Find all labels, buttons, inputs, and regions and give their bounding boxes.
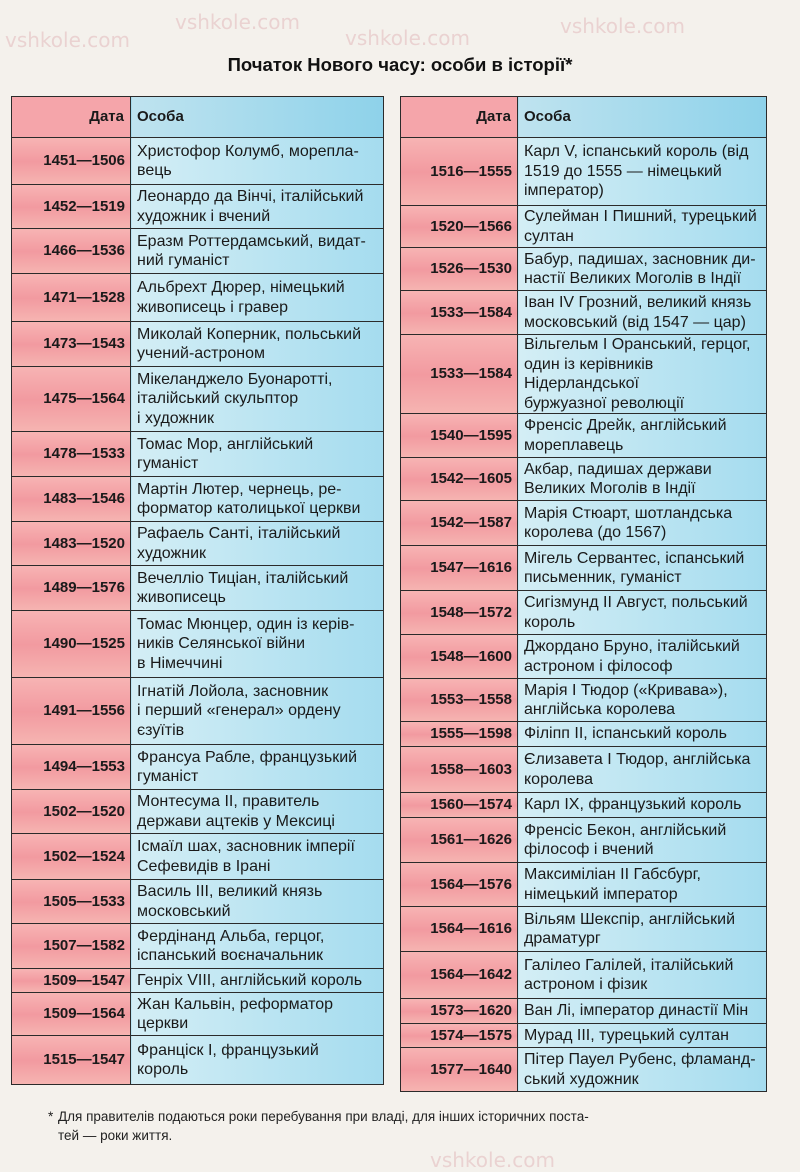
table-row bbox=[12, 1036, 384, 1085]
person-text: Марія I Тюдор («Кривава»), англійська королева bbox=[524, 681, 728, 718]
column-header-date: Дата bbox=[401, 97, 518, 138]
table-row bbox=[401, 907, 767, 952]
person-cell bbox=[131, 834, 384, 880]
person-cell bbox=[131, 566, 384, 611]
watermark: vshkole.com bbox=[560, 14, 685, 38]
person-text: Єлизавета I Тюдор, англійська королева bbox=[524, 751, 751, 788]
date-cell: 1505—1533 bbox=[12, 880, 131, 924]
person-cell bbox=[131, 790, 384, 834]
date-cell: 1483—1520 bbox=[12, 522, 131, 566]
person-cell bbox=[131, 522, 384, 566]
date-cell: 1558—1603 bbox=[401, 747, 518, 793]
date-cell: 1491—1556 bbox=[12, 678, 131, 745]
date-cell: 1478—1533 bbox=[12, 432, 131, 477]
watermark: vshkole.com bbox=[5, 28, 130, 52]
person-text: Френсіс Дрейк, англійський мореплавець bbox=[524, 417, 727, 454]
person-cell bbox=[518, 248, 767, 291]
person-cell bbox=[131, 432, 384, 477]
person-cell bbox=[518, 206, 767, 248]
footnote bbox=[48, 1107, 778, 1145]
table-header-row bbox=[12, 97, 384, 138]
table-body-left bbox=[12, 138, 384, 1085]
person-cell bbox=[131, 611, 384, 678]
date-cell: 1473—1543 bbox=[12, 322, 131, 367]
person-text: Вечелліо Тиціан, італійський живописець bbox=[137, 569, 349, 606]
date-cell: 1490—1525 bbox=[12, 611, 131, 678]
person-text: Еразм Роттердамський, видат- ний гуманіст bbox=[137, 232, 366, 269]
table-row bbox=[12, 274, 384, 322]
person-text: Джордано Бруно, італійський астроном і філософ bbox=[524, 638, 740, 675]
persons-table-left bbox=[11, 96, 384, 1085]
person-cell bbox=[131, 678, 384, 745]
table-row bbox=[401, 818, 767, 863]
person-cell bbox=[131, 322, 384, 367]
table-row bbox=[12, 522, 384, 566]
person-cell bbox=[518, 458, 767, 501]
person-cell bbox=[131, 1036, 384, 1085]
table-row bbox=[12, 138, 384, 185]
watermark: vshkole.com bbox=[175, 10, 300, 34]
person-text: Леонардо да Вінчі, італійський художник і вчений bbox=[137, 188, 364, 225]
person-text: Ван Лі, імператор династії Мін bbox=[524, 1002, 749, 1020]
table-row bbox=[12, 566, 384, 611]
person-text: Христофор Колумб, морепла- вець bbox=[137, 142, 359, 179]
table-row bbox=[401, 793, 767, 818]
person-text: Рафаель Санті, італійський художник bbox=[137, 525, 341, 562]
persons-table-right bbox=[400, 96, 767, 1092]
date-cell: 1475—1564 bbox=[12, 367, 131, 432]
person-text: Альбрехт Дюрер, німецький живописець і гравер bbox=[137, 279, 345, 316]
person-text: Карл IX, французький король bbox=[524, 796, 742, 814]
table-row bbox=[401, 248, 767, 291]
table-row bbox=[401, 591, 767, 635]
table-row bbox=[12, 969, 384, 993]
date-cell: 1526—1530 bbox=[401, 248, 518, 291]
person-text: Франціск I, французький король bbox=[137, 1041, 319, 1078]
person-cell bbox=[518, 501, 767, 546]
person-cell bbox=[518, 999, 767, 1024]
table-row bbox=[401, 747, 767, 793]
date-cell: 1502—1524 bbox=[12, 834, 131, 880]
table-row bbox=[12, 432, 384, 477]
person-text: Франсуа Рабле, французький гуманіст bbox=[137, 748, 358, 785]
date-cell: 1483—1546 bbox=[12, 477, 131, 522]
person-text: Сулейман I Пишний, турецький султан bbox=[524, 208, 757, 245]
person-cell bbox=[518, 952, 767, 999]
person-cell bbox=[131, 138, 384, 185]
table-row bbox=[401, 458, 767, 501]
date-cell: 1509—1547 bbox=[12, 969, 131, 993]
date-cell: 1548—1572 bbox=[401, 591, 518, 635]
date-cell: 1561—1626 bbox=[401, 818, 518, 863]
table-row bbox=[401, 138, 767, 206]
watermark: vshkole.com bbox=[430, 1148, 555, 1172]
table-row bbox=[12, 185, 384, 229]
column-header-date: Дата bbox=[12, 97, 131, 138]
person-text: Галілео Галілей, італійський астроном і фізик bbox=[524, 956, 734, 993]
person-text: Акбар, падишах держави Великих Моголів в Індії bbox=[524, 460, 712, 497]
person-text: Вільям Шекспір, англійський драматург bbox=[524, 910, 736, 947]
date-cell: 1520—1566 bbox=[401, 206, 518, 248]
person-cell bbox=[518, 291, 767, 335]
footnote-mark: * bbox=[48, 1109, 54, 1124]
date-cell: 1560—1574 bbox=[401, 793, 518, 818]
person-cell bbox=[131, 880, 384, 924]
person-text: Вільгельм I Оранський, герцог, один із керівників Нідерландської буржуазної революції bbox=[524, 336, 751, 412]
person-cell bbox=[518, 722, 767, 747]
person-cell bbox=[131, 969, 384, 993]
table-row bbox=[401, 722, 767, 747]
person-text: Іван IV Грозний, великий князь московський (від 1547 — цар) bbox=[524, 294, 752, 331]
date-cell: 1466—1536 bbox=[12, 229, 131, 274]
person-cell bbox=[518, 591, 767, 635]
person-cell bbox=[518, 635, 767, 679]
person-text: Ігнатій Лойола, засновник і перший «генерал» ордену єзуїтів bbox=[137, 682, 341, 739]
person-text: Жан Кальвін, реформатор церкви bbox=[137, 995, 334, 1032]
date-cell: 1577—1640 bbox=[401, 1048, 518, 1092]
table-row bbox=[401, 291, 767, 335]
person-cell bbox=[131, 367, 384, 432]
date-cell: 1555—1598 bbox=[401, 722, 518, 747]
date-cell: 1573—1620 bbox=[401, 999, 518, 1024]
table-row bbox=[401, 999, 767, 1024]
person-text: Василь III, великий князь московський bbox=[137, 883, 323, 920]
table-row bbox=[12, 678, 384, 745]
table-row bbox=[401, 206, 767, 248]
table-row bbox=[12, 229, 384, 274]
column-header-person: Особа bbox=[131, 97, 384, 138]
table-row bbox=[401, 501, 767, 546]
date-cell: 1507—1582 bbox=[12, 924, 131, 969]
date-cell: 1564—1616 bbox=[401, 907, 518, 952]
person-cell bbox=[131, 477, 384, 522]
table-row bbox=[12, 834, 384, 880]
date-cell: 1516—1555 bbox=[401, 138, 518, 206]
person-cell bbox=[518, 414, 767, 458]
table-header-row bbox=[401, 97, 767, 138]
table-row bbox=[401, 952, 767, 999]
date-cell: 1494—1553 bbox=[12, 745, 131, 790]
table-row bbox=[12, 367, 384, 432]
person-cell bbox=[518, 138, 767, 206]
date-cell: 1542—1587 bbox=[401, 501, 518, 546]
person-text: Мурад III, турецький султан bbox=[524, 1026, 729, 1044]
person-text: Мігель Сервантес, іспанський письменник, гуманіст bbox=[524, 549, 745, 586]
date-cell: 1515—1547 bbox=[12, 1036, 131, 1085]
person-text: Миколай Коперник, польський учений-астроном bbox=[137, 325, 362, 362]
person-text: Максиміліан II Габсбург, німецький імператор bbox=[524, 866, 701, 903]
date-cell: 1452—1519 bbox=[12, 185, 131, 229]
date-cell: 1574—1575 bbox=[401, 1024, 518, 1048]
person-text: Томас Мюнцер, один із керів- ників Селянської війни в Німеччині bbox=[137, 615, 355, 672]
person-cell bbox=[518, 818, 767, 863]
table-row bbox=[12, 993, 384, 1036]
date-cell: 1542—1605 bbox=[401, 458, 518, 501]
date-cell: 1564—1576 bbox=[401, 863, 518, 907]
person-text: Пітер Пауел Рубенс, фламанд- ський художник bbox=[524, 1051, 756, 1088]
person-cell bbox=[131, 993, 384, 1036]
table-row bbox=[12, 790, 384, 834]
person-text: Фердінанд Альба, герцог, іспанський воєначальник bbox=[137, 927, 325, 964]
person-cell bbox=[518, 1048, 767, 1092]
person-text: Генріх VIII, англійський король bbox=[137, 971, 363, 989]
date-cell: 1548—1600 bbox=[401, 635, 518, 679]
table-body-right bbox=[401, 138, 767, 1092]
date-cell: 1533—1584 bbox=[401, 335, 518, 414]
person-cell bbox=[131, 185, 384, 229]
table-row bbox=[401, 863, 767, 907]
date-cell: 1489—1576 bbox=[12, 566, 131, 611]
table-row bbox=[401, 1048, 767, 1092]
person-cell bbox=[131, 924, 384, 969]
date-cell: 1553—1558 bbox=[401, 679, 518, 722]
person-cell bbox=[518, 793, 767, 818]
table-row bbox=[401, 635, 767, 679]
person-text: Бабур, падишах, засновник ди- настії Великих Моголів в Індії bbox=[524, 250, 756, 287]
page-title: Початок Нового часу: особи в історії* bbox=[227, 54, 573, 75]
date-cell: 1502—1520 bbox=[12, 790, 131, 834]
person-cell bbox=[518, 546, 767, 591]
date-cell: 1471—1528 bbox=[12, 274, 131, 322]
table-row bbox=[12, 745, 384, 790]
person-text: Сигізмунд II Август, польський король bbox=[524, 594, 748, 631]
person-cell bbox=[518, 863, 767, 907]
table-row bbox=[12, 924, 384, 969]
person-cell bbox=[518, 1024, 767, 1048]
date-cell: 1547—1616 bbox=[401, 546, 518, 591]
date-cell: 1509—1564 bbox=[12, 993, 131, 1036]
footnote-text: Для правителів подаються роки перебування при владі, для інших історичних поста- тей — роки життя. bbox=[58, 1109, 589, 1143]
person-cell bbox=[518, 907, 767, 952]
date-cell: 1533—1584 bbox=[401, 291, 518, 335]
watermark: vshkole.com bbox=[345, 26, 470, 50]
person-text: Ісмаїл шах, засновник імперії Сефевидів в Ірані bbox=[137, 838, 355, 875]
date-cell: 1540—1595 bbox=[401, 414, 518, 458]
table-row bbox=[401, 1024, 767, 1048]
person-text: Мікеланджело Буонаротті, італійський скульптор і художник bbox=[137, 370, 333, 427]
date-cell: 1451—1506 bbox=[12, 138, 131, 185]
person-cell bbox=[518, 679, 767, 722]
person-text: Карл V, іспанський король (від 1519 до 1555 — німецький імператор) bbox=[524, 143, 749, 200]
table-row bbox=[12, 322, 384, 367]
table-row bbox=[401, 679, 767, 722]
person-cell bbox=[131, 745, 384, 790]
column-header-person: Особа bbox=[518, 97, 767, 138]
date-cell: 1564—1642 bbox=[401, 952, 518, 999]
table-row bbox=[401, 414, 767, 458]
person-text: Мартін Лютер, чернець, ре- форматор католицької церкви bbox=[137, 480, 361, 517]
table-row bbox=[12, 477, 384, 522]
table-row bbox=[401, 335, 767, 414]
person-text: Френсіс Бекон, англійський філософ і вчений bbox=[524, 821, 727, 858]
table-row bbox=[401, 546, 767, 591]
person-cell bbox=[518, 747, 767, 793]
person-cell bbox=[131, 229, 384, 274]
table-row bbox=[12, 611, 384, 678]
table-row bbox=[12, 880, 384, 924]
person-cell bbox=[131, 274, 384, 322]
person-text: Томас Мор, англійський гуманіст bbox=[137, 435, 314, 472]
person-text: Філіпп II, іспанський король bbox=[524, 725, 727, 743]
person-text: Марія Стюарт, шотландська королева (до 1567) bbox=[524, 504, 733, 541]
person-cell bbox=[518, 335, 767, 414]
person-text: Монтесума II, правитель держави ацтеків у Мексиці bbox=[137, 793, 335, 830]
